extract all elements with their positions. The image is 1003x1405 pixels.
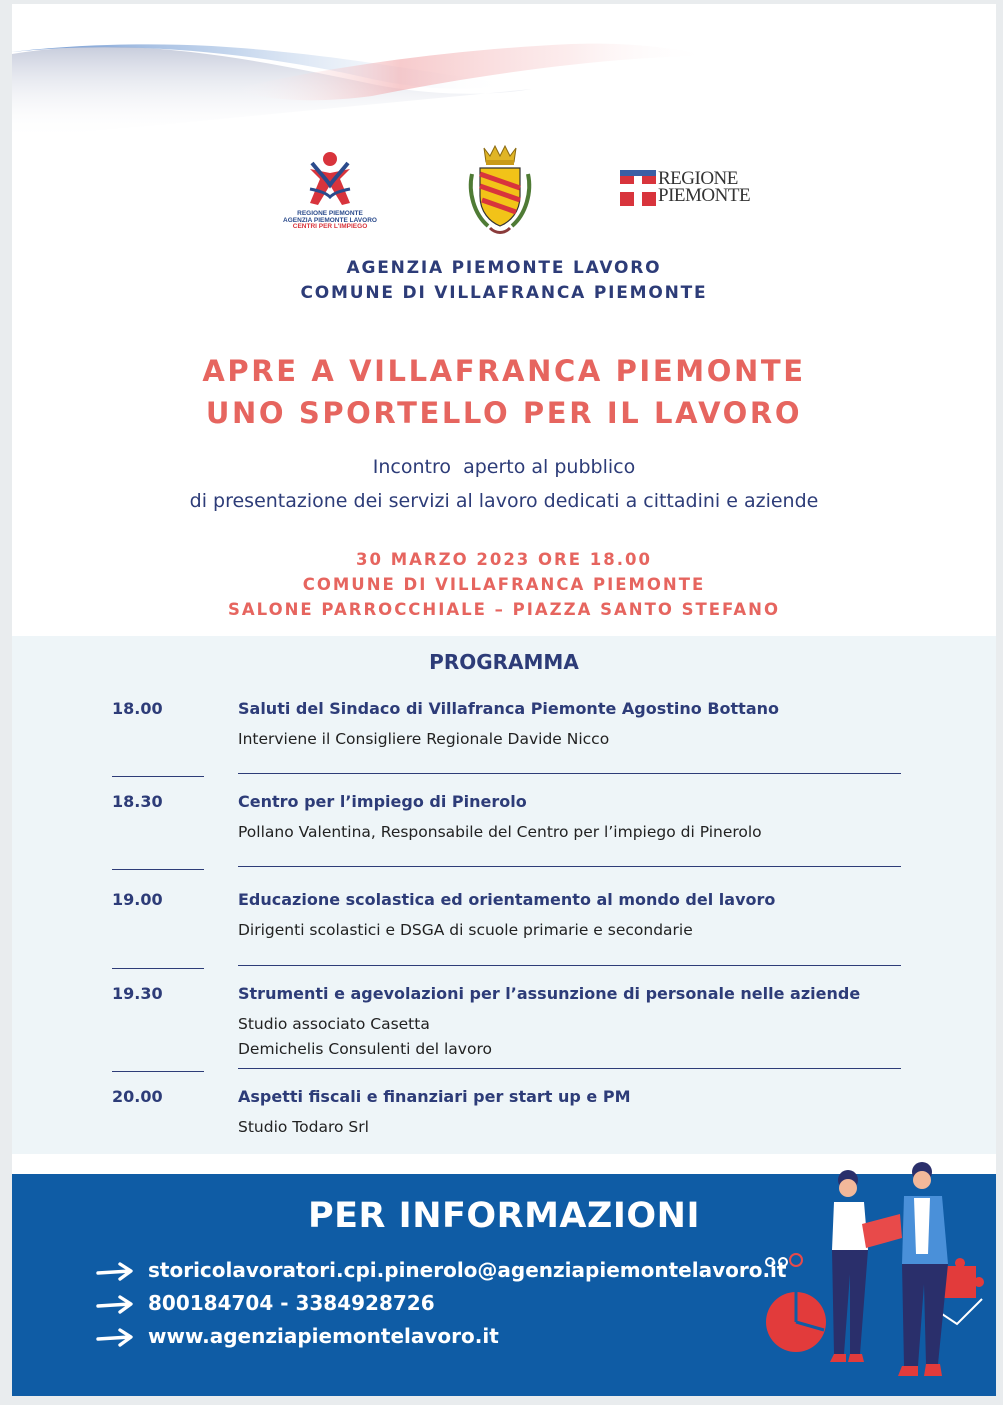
- programma-heading: Educazione scolastica ed orientamento al mondo del lavoro: [238, 890, 776, 909]
- regione-logo-line: REGIONE: [658, 168, 738, 189]
- programma-line: Interviene il Consigliere Regionale Davide Nicco: [238, 730, 610, 748]
- event-venue: COMUNE DI VILLAFRANCA PIEMONTE: [302, 575, 706, 594]
- arrow-right-icon: [96, 1328, 136, 1348]
- programma-time: 18.30: [112, 792, 163, 811]
- programma-description: [238, 918, 693, 943]
- title-line: APRE A VILLAFRANCA PIEMONTE: [202, 354, 806, 388]
- programma-line: Studio associato Casetta: [238, 1015, 430, 1033]
- programma-time: 18.00: [112, 699, 163, 718]
- agenzia-piemonte-lavoro-logo: [280, 149, 380, 239]
- organizers: [12, 256, 996, 306]
- programma-title: PROGRAMMA: [429, 650, 579, 674]
- organizer-line: COMUNE DI VILLAFRANCA PIEMONTE: [300, 283, 708, 303]
- divider: [112, 776, 204, 777]
- email-link[interactable]: storicolavoratori.cpi.pinerolo@agenziapiemontelavoro.it: [148, 1258, 787, 1282]
- divider: [238, 866, 901, 867]
- event-address: SALONE PARROCCHIALE – PIAZZA SANTO STEFANO: [227, 600, 780, 619]
- agenzia-logo-line: AGENZIA PIEMONTE LAVORO: [283, 216, 377, 224]
- divider: [238, 773, 901, 774]
- programma-section: [12, 636, 996, 1154]
- programma-description: [238, 1012, 492, 1062]
- agenzia-logo-line: REGIONE PIEMONTE: [297, 210, 363, 217]
- subtitle-line: di presentazione dei servizi al lavoro dedicati a cittadini e aziende: [189, 490, 819, 512]
- programma-time: 20.00: [112, 1087, 163, 1106]
- divider: [112, 869, 204, 870]
- agenzia-logo-line: CENTRI PER L'IMPIEGO: [292, 223, 368, 230]
- divider: [112, 1071, 204, 1072]
- programma-time: 19.00: [112, 890, 163, 909]
- divider: [112, 968, 204, 969]
- programma-line: Studio Todaro Srl: [238, 1118, 369, 1136]
- programma-time: 19.30: [112, 984, 163, 1003]
- title-line: UNO SPORTELLO PER IL LAVORO: [205, 396, 803, 430]
- divider: [238, 965, 901, 966]
- website-link[interactable]: www.agenziapiemontelavoro.it: [148, 1324, 499, 1348]
- subtitle-line: Incontro aperto al pubblico: [372, 456, 636, 478]
- programma-description: [238, 727, 609, 752]
- arrow-right-icon: [96, 1262, 136, 1282]
- page-title: [12, 350, 996, 434]
- flyer-page: [12, 4, 996, 1396]
- programma-description: [238, 820, 762, 845]
- programma-heading: Strumenti e agevolazioni per l’assunzione di personale nelle aziende: [238, 984, 861, 1003]
- programma-line: Dirigenti scolastici e DSGA di scuole primarie e secondarie: [238, 921, 693, 939]
- divider: [238, 1068, 901, 1069]
- phone-link[interactable]: 800184704 - 3384928726: [148, 1291, 435, 1315]
- regione-piemonte-logo: [620, 168, 751, 208]
- info-title: PER INFORMAZIONI: [307, 1196, 700, 1236]
- decorative-wave: [12, 4, 996, 154]
- programma-line: Pollano Valentina, Responsabile del Centro per l’impiego di Pinerolo: [238, 823, 762, 841]
- event-date: 30 MARZO 2023 ORE 18.00: [356, 550, 652, 569]
- programma-heading: Aspetti fiscali e finanziari per start up e PM: [238, 1087, 631, 1106]
- programma-description: [238, 1115, 369, 1140]
- organizer-line: AGENZIA PIEMONTE LAVORO: [346, 258, 662, 278]
- programma-line: Demichelis Consulenti del lavoro: [238, 1040, 492, 1058]
- event-details: [12, 547, 996, 622]
- people-illustration: [752, 1154, 996, 1394]
- programma-heading: Saluti del Sindaco di Villafranca Piemonte Agostino Bottano: [238, 699, 779, 718]
- subtitle: [12, 450, 996, 518]
- programma-heading: Centro per l’impiego di Pinerolo: [238, 792, 527, 811]
- villafranca-crest-logo: [464, 144, 536, 236]
- regione-logo-line: PIEMONTE: [658, 185, 751, 206]
- arrow-right-icon: [96, 1295, 136, 1315]
